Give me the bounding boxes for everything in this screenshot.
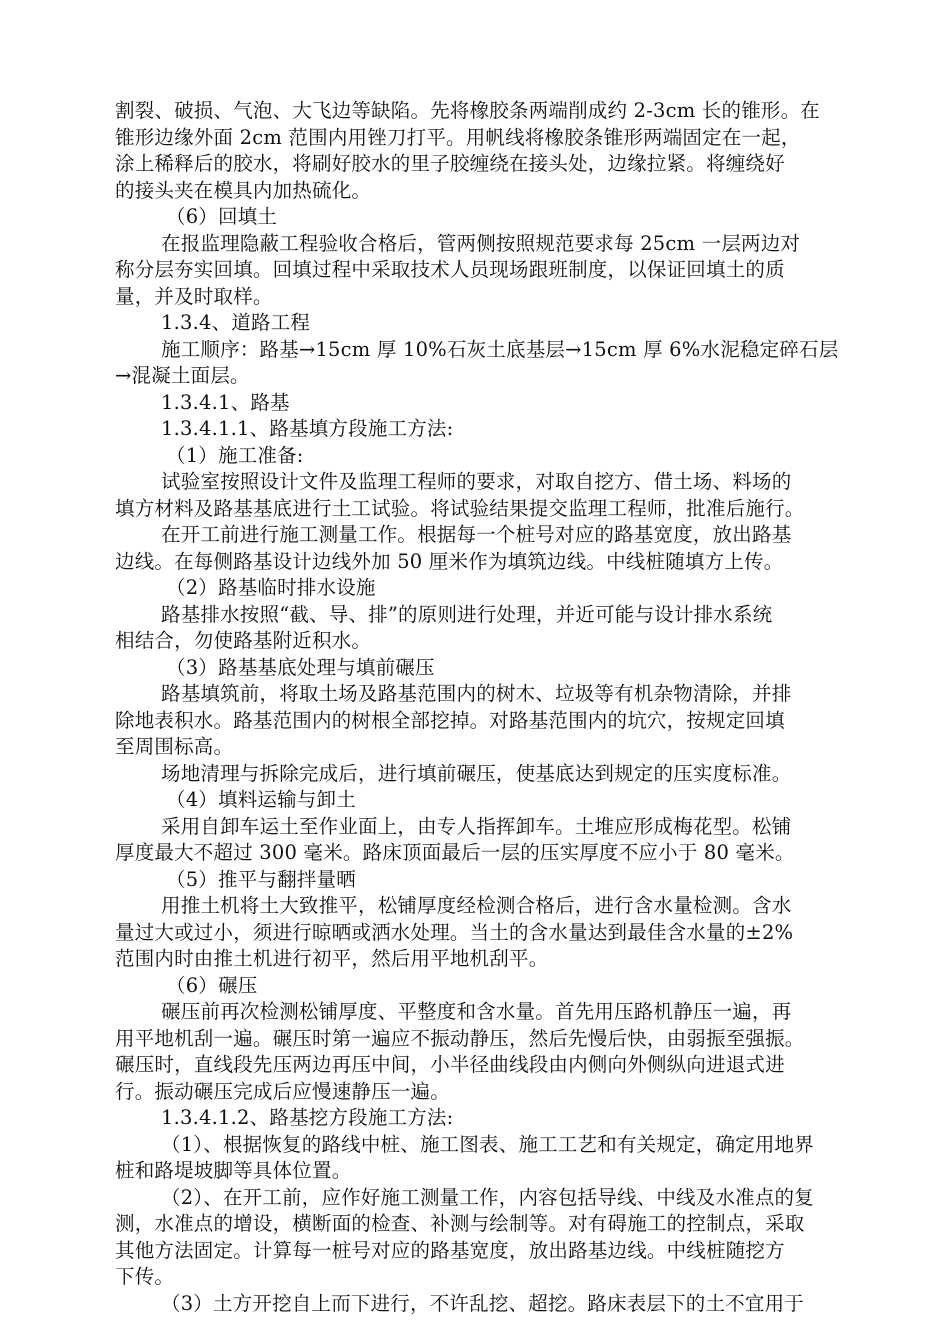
- text-line: 下传。: [115, 1265, 175, 1288]
- text-line: 路基填筑前，将取土场及路基范围内的树木、垃圾等有机杂物清除，并排: [161, 682, 792, 705]
- text-line: 1.3.4.1.2、路基挖方段施工方法:: [161, 1106, 454, 1129]
- text-line: 在开工前进行施工测量工作。根据每一个桩号对应的路基宽度，放出路基: [161, 523, 792, 546]
- text-line: 称分层夯实回填。回填过程中采取技术人员现场跟班制度，以保证回填土的质: [115, 258, 785, 281]
- text-line: （5）推平与翻拌量晒: [166, 867, 356, 891]
- text-line: （4）填料运输与卸土: [166, 788, 356, 811]
- text-line: （6）回填土: [166, 205, 278, 228]
- text-line: （2）路基临时排水设施: [166, 576, 376, 599]
- text-line: 厚度最大不超过 300 毫米。路床顶面最后一层的压实厚度不应小于 80 毫米。: [115, 841, 795, 864]
- text-line: 其他方法固定。计算每一桩号对应的路基宽度，放出路基边线。中线桩随挖方: [115, 1238, 785, 1262]
- text-line: 至周围标高。: [115, 735, 234, 758]
- text-line: 采用自卸车运土至作业面上，由专人指挥卸车。土堆应形成梅花型。松铺: [161, 814, 792, 838]
- text-line: 试验室按照设计文件及监理工程师的要求，对取自挖方、借土场、料场的: [161, 470, 792, 493]
- text-line: 1.3.4.1.1、路基填方段施工方法:: [161, 417, 454, 440]
- text-line: 涂上稀释后的胶水，将刷好胶水的里子胶缠绕在接头处，边缘拉紧。将缠绕好: [115, 152, 785, 175]
- text-line: 相结合，勿使路基附近积水。: [115, 629, 372, 652]
- text-line: 场地清理与拆除完成后，进行填前碾压，使基底达到规定的压实度标准。: [161, 761, 792, 785]
- text-line: （3）路基基底处理与填前碾压: [166, 655, 435, 679]
- text-line: 范围内时由推土机进行初平，然后用平地机刮平。: [115, 947, 549, 970]
- text-line: 碾压前再次检测松铺厚度、平整度和含水量。首先用压路机静压一遍，再: [161, 1000, 792, 1023]
- text-line: 割裂、破损、气泡、大飞边等缺陷。先将橡胶条两端削成约 2-3cm 长的锥形。在: [115, 99, 821, 122]
- text-line: 路基排水按照“截、导、排”的原则进行处理，并近可能与设计排水系统: [161, 602, 773, 626]
- text-line: 的接头夹在模具内加热硫化。: [115, 178, 372, 202]
- text-line: 用推土机将土大致推平，松铺厚度经检测合格后，进行含水量检测。含水: [161, 894, 792, 917]
- text-line: 用平地机刮一遍。碾压时第一遍应不振动静压，然后先慢后快，由弱振至强振。: [115, 1026, 805, 1050]
- text-line: （1）、根据恢复的路线中桩、施工图表、施工工艺和有关规定，确定用地界: [161, 1132, 814, 1156]
- text-line: 1.3.4、道路工程: [161, 311, 311, 334]
- text-line: 量，并及时取样。: [115, 284, 273, 308]
- text-line: 施工顺序：路基→15cm 厚 10%石灰土底基层→15cm 厚 6%水泥稳定碎石层: [161, 337, 839, 361]
- text-line: 测，水准点的增设，横断面的检查、补测与绘制等。对有碍施工的控制点，采取: [115, 1212, 805, 1235]
- text-line: 锥形边缘外面 2cm 范围内用锉刀打平。用帆线将橡胶条锥形两端固定在一起，: [115, 125, 801, 149]
- text-line: 边线。在每侧路基设计边线外加 50 厘米作为填筑边线。中线桩随填方上传。: [115, 549, 784, 573]
- document-body: [115, 98, 860, 1317]
- text-line: （2）、在开工前，应作好施工测量工作，内容包括导线、中线及水准点的复: [161, 1185, 814, 1209]
- text-line: 碾压时，直线段先压两边再压中间，小半径曲线段由内侧向外侧纵向进退式进: [115, 1053, 785, 1076]
- text-line: 1.3.4.1、路基: [161, 390, 290, 414]
- text-line: 行。振动碾压完成后应慢速静压一遍。: [115, 1079, 450, 1103]
- text-line: （6）碾压: [166, 973, 258, 997]
- text-line: 桩和路堤坡脚等具体位置。: [115, 1159, 352, 1182]
- text-line: 在报监理隐蔽工程验收合格后，管两侧按照规范要求每 25cm 一层两边对: [161, 231, 801, 255]
- text-line: →混凝土面层。: [115, 364, 250, 387]
- text-line: （1）施工准备:: [166, 443, 304, 467]
- text-line: 填方材料及路基基底进行土工试验。将试验结果提交监理工程师，批准后施行。: [115, 496, 805, 520]
- text-line: 量过大或过小，须进行晾晒或洒水处理。当土的含水量达到最佳含水量的±2%: [115, 920, 794, 944]
- text-line: 除地表积水。路基范围内的树根全部挖掉。对路基范围内的坑穴，按规定回填: [115, 708, 785, 732]
- text-line: （3）土方开挖自上而下进行，不许乱挖、超挖。路床表层下的土不宜用于: [161, 1291, 805, 1315]
